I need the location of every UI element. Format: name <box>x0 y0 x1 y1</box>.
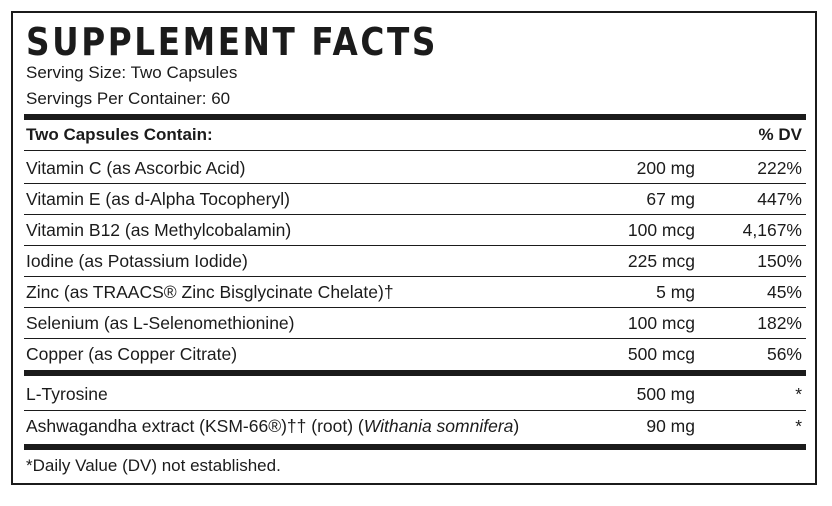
table-row <box>26 246 802 276</box>
divider-thick-middle <box>24 370 806 376</box>
divider-header <box>24 150 806 151</box>
divider-thick-bottom <box>24 444 806 450</box>
servings-per-container: Servings Per Container: 60 <box>26 89 231 108</box>
ingredient-name <box>26 411 519 441</box>
ingredient-name-suffix: ) <box>513 416 520 436</box>
nutrient-amount: 100 mcg <box>627 220 695 240</box>
ingredient-dv: * <box>795 384 802 404</box>
nutrient-amount: 225 mcg <box>627 251 695 271</box>
nutrient-name: Vitamin E (as d-Alpha Tocopheryl) <box>26 189 290 209</box>
table-row <box>26 411 802 441</box>
table-row <box>26 277 802 307</box>
ingredient-amount: 500 mg <box>636 384 695 404</box>
header-label: Two Capsules Contain: <box>26 125 213 144</box>
ingredient-name: L-Tyrosine <box>26 384 108 404</box>
nutrient-name: Selenium (as L-Selenomethionine) <box>26 313 295 333</box>
nutrient-dv: 45% <box>766 282 802 302</box>
table-row <box>26 339 802 369</box>
table-row <box>26 153 802 183</box>
nutrient-dv: 447% <box>757 189 802 209</box>
nutrient-dv: 150% <box>757 251 802 271</box>
footnote: *Daily Value (DV) not established. <box>26 456 281 475</box>
table-header <box>26 122 802 148</box>
ingredient-amount: 90 mg <box>646 416 695 436</box>
ingredient-name-prefix: Ashwagandha extract (KSM-66®)†† (root) ( <box>26 416 364 436</box>
panel-title: SUPPLEMENT FACTS <box>26 20 438 64</box>
nutrient-dv: 182% <box>757 313 802 333</box>
nutrient-dv: 222% <box>757 158 802 178</box>
ingredient-dv: * <box>795 416 802 436</box>
table-row <box>26 308 802 338</box>
ingredient-latin-name: Withania somnifera <box>363 416 514 436</box>
table-row <box>26 215 802 245</box>
nutrient-dv: 4,167% <box>742 220 802 240</box>
table-row <box>26 184 802 214</box>
nutrient-amount: 5 mg <box>656 282 695 302</box>
table-row <box>26 379 802 409</box>
nutrient-name: Iodine (as Potassium Iodide) <box>26 251 248 271</box>
serving-size: Serving Size: Two Capsules <box>26 63 238 82</box>
supplement-facts-panel <box>11 11 817 485</box>
nutrient-amount: 500 mcg <box>627 344 695 364</box>
nutrient-amount: 200 mg <box>636 158 695 178</box>
nutrient-amount: 67 mg <box>646 189 695 209</box>
nutrient-name: Zinc (as TRAACS® Zinc Bisglycinate Chelate)† <box>26 282 394 302</box>
nutrient-name: Copper (as Copper Citrate) <box>26 344 238 364</box>
header-dv: % DV <box>758 125 802 144</box>
nutrient-name: Vitamin C (as Ascorbic Acid) <box>26 158 246 178</box>
nutrient-dv: 56% <box>766 344 802 364</box>
divider-thick-top <box>24 114 806 120</box>
nutrient-amount: 100 mcg <box>627 313 695 333</box>
nutrient-name: Vitamin B12 (as Methylcobalamin) <box>26 220 292 240</box>
